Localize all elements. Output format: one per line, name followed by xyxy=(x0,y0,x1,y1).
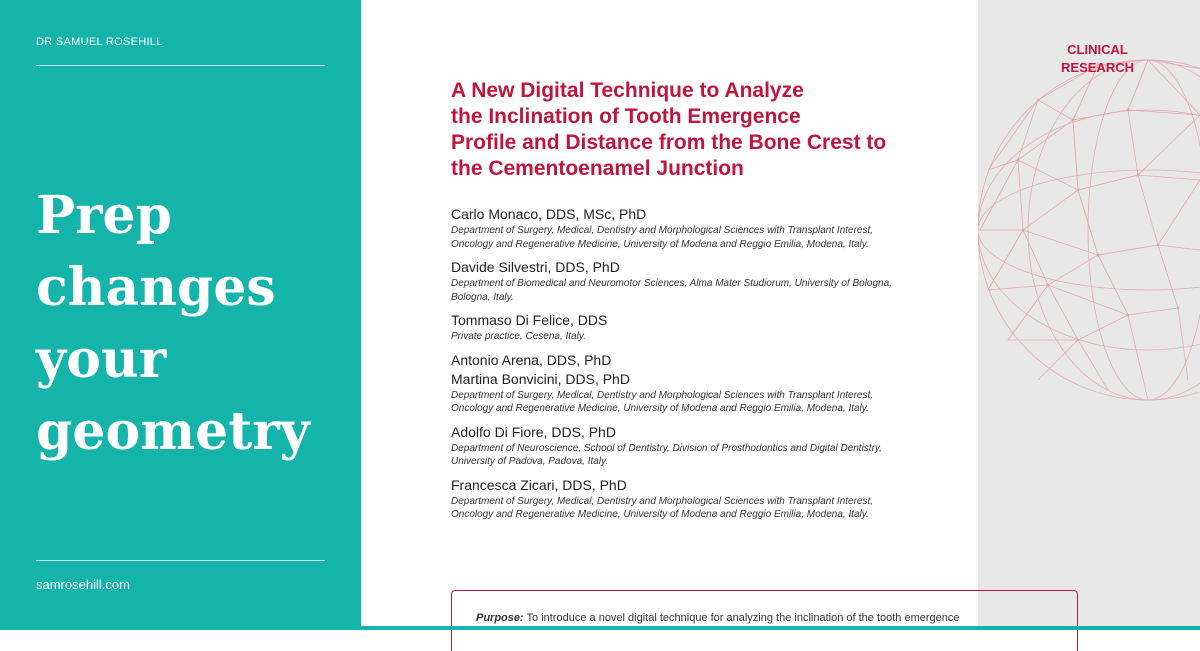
abstract-label: Purpose: xyxy=(476,612,524,624)
author-name-line: Antonio Arena, DDS, PhD xyxy=(451,351,612,368)
headline-line: changes xyxy=(36,257,276,318)
abstract-body: To introduce a novel digital technique for analyzing the inclination of the tooth emergence xyxy=(523,612,960,624)
author-affiliation xyxy=(451,224,961,251)
author-affiliation xyxy=(451,442,961,469)
author-affiliation xyxy=(451,495,961,522)
author-block xyxy=(451,351,961,416)
affiliation-line: University of Padova, Padova, Italy. xyxy=(451,456,609,467)
author-name-line: Davide Silvestri, DDS, PhD xyxy=(451,259,620,275)
geodesic-sphere-icon xyxy=(978,40,1200,420)
author-name-line: Tommaso Di Felice, DDS xyxy=(451,312,608,328)
article-side-panel xyxy=(978,0,1200,626)
author-affiliation xyxy=(451,277,961,304)
author-name-line: Carlo Monaco, DDS, MSc, PhD xyxy=(451,206,647,222)
author-block xyxy=(451,258,961,304)
bottom-accent-strip xyxy=(0,626,1200,630)
site-url-link[interactable]: samrosehill.com xyxy=(36,577,130,592)
paper-title-line: the Cementoenamel Junction xyxy=(451,157,744,180)
author-list xyxy=(451,205,961,529)
headline-line: Prep xyxy=(36,185,172,246)
affiliation-line: Private practice, Cesena, Italy. xyxy=(451,331,586,342)
paper-title-line: Profile and Distance from the Bone Crest to xyxy=(451,131,887,154)
author-name: DR SAMUEL ROSEHILL xyxy=(36,36,163,48)
author-affiliation xyxy=(451,389,961,416)
paper-title-line: the Inclination of Tooth Emergence xyxy=(451,105,801,128)
article-page xyxy=(361,0,978,626)
affiliation-line: Department of Biomedical and Neuromotor Sciences, Alma Mater Studiorum, University of Bologna, xyxy=(451,278,892,289)
author-block xyxy=(451,476,961,522)
headline-line: your xyxy=(36,329,167,390)
paper-title xyxy=(451,78,971,182)
affiliation-line: Department of Surgery, Medical, Dentistry and Morphological Sciences with Transplant Interest, xyxy=(451,495,874,507)
paper-title-line: A New Digital Technique to Analyze xyxy=(451,79,804,102)
section-label-line: RESEARCH xyxy=(1061,60,1134,75)
top-divider xyxy=(36,65,325,66)
author-affiliation xyxy=(451,330,961,344)
abstract-text xyxy=(476,611,1066,627)
left-panel xyxy=(0,0,361,630)
affiliation-line: Department of Neuroscience, School of Dentistry, Division of Prosthodontics and Digital Dentistry, xyxy=(451,442,882,454)
section-label-line: CLINICAL xyxy=(1067,42,1128,57)
author-block xyxy=(451,205,961,251)
section-label xyxy=(1061,41,1134,77)
author-name-line: Martina Bonvicini, DDS, PhD xyxy=(451,370,630,387)
author-name-line: Adolfo Di Fiore, DDS, PhD xyxy=(451,423,616,440)
affiliation-line: Bologna, Italy. xyxy=(451,291,514,303)
headline xyxy=(36,180,346,468)
affiliation-line: Department of Surgery, Medical, Dentistry and Morphological Sciences with Transplant Interest, xyxy=(451,225,874,236)
affiliation-line: Oncology and Regenerative Medicine, University of Modena and Reggio Emilia, Modena, Italy. xyxy=(451,403,869,414)
headline-line: geometry xyxy=(36,401,310,462)
affiliation-line: Oncology and Regenerative Medicine, University of Modena and Reggio Emilia, Modena, Italy. xyxy=(451,509,869,520)
author-name-line: Francesca Zicari, DDS, PhD xyxy=(451,476,627,493)
bottom-divider xyxy=(36,560,325,561)
affiliation-line: Department of Surgery, Medical, Dentistry and Morphological Sciences with Transplant Interest, xyxy=(451,389,874,401)
author-block xyxy=(451,311,961,344)
author-block xyxy=(451,423,961,469)
affiliation-line: Oncology and Regenerative Medicine, University of Modena and Reggio Emilia, Modena, Italy. xyxy=(451,238,869,250)
